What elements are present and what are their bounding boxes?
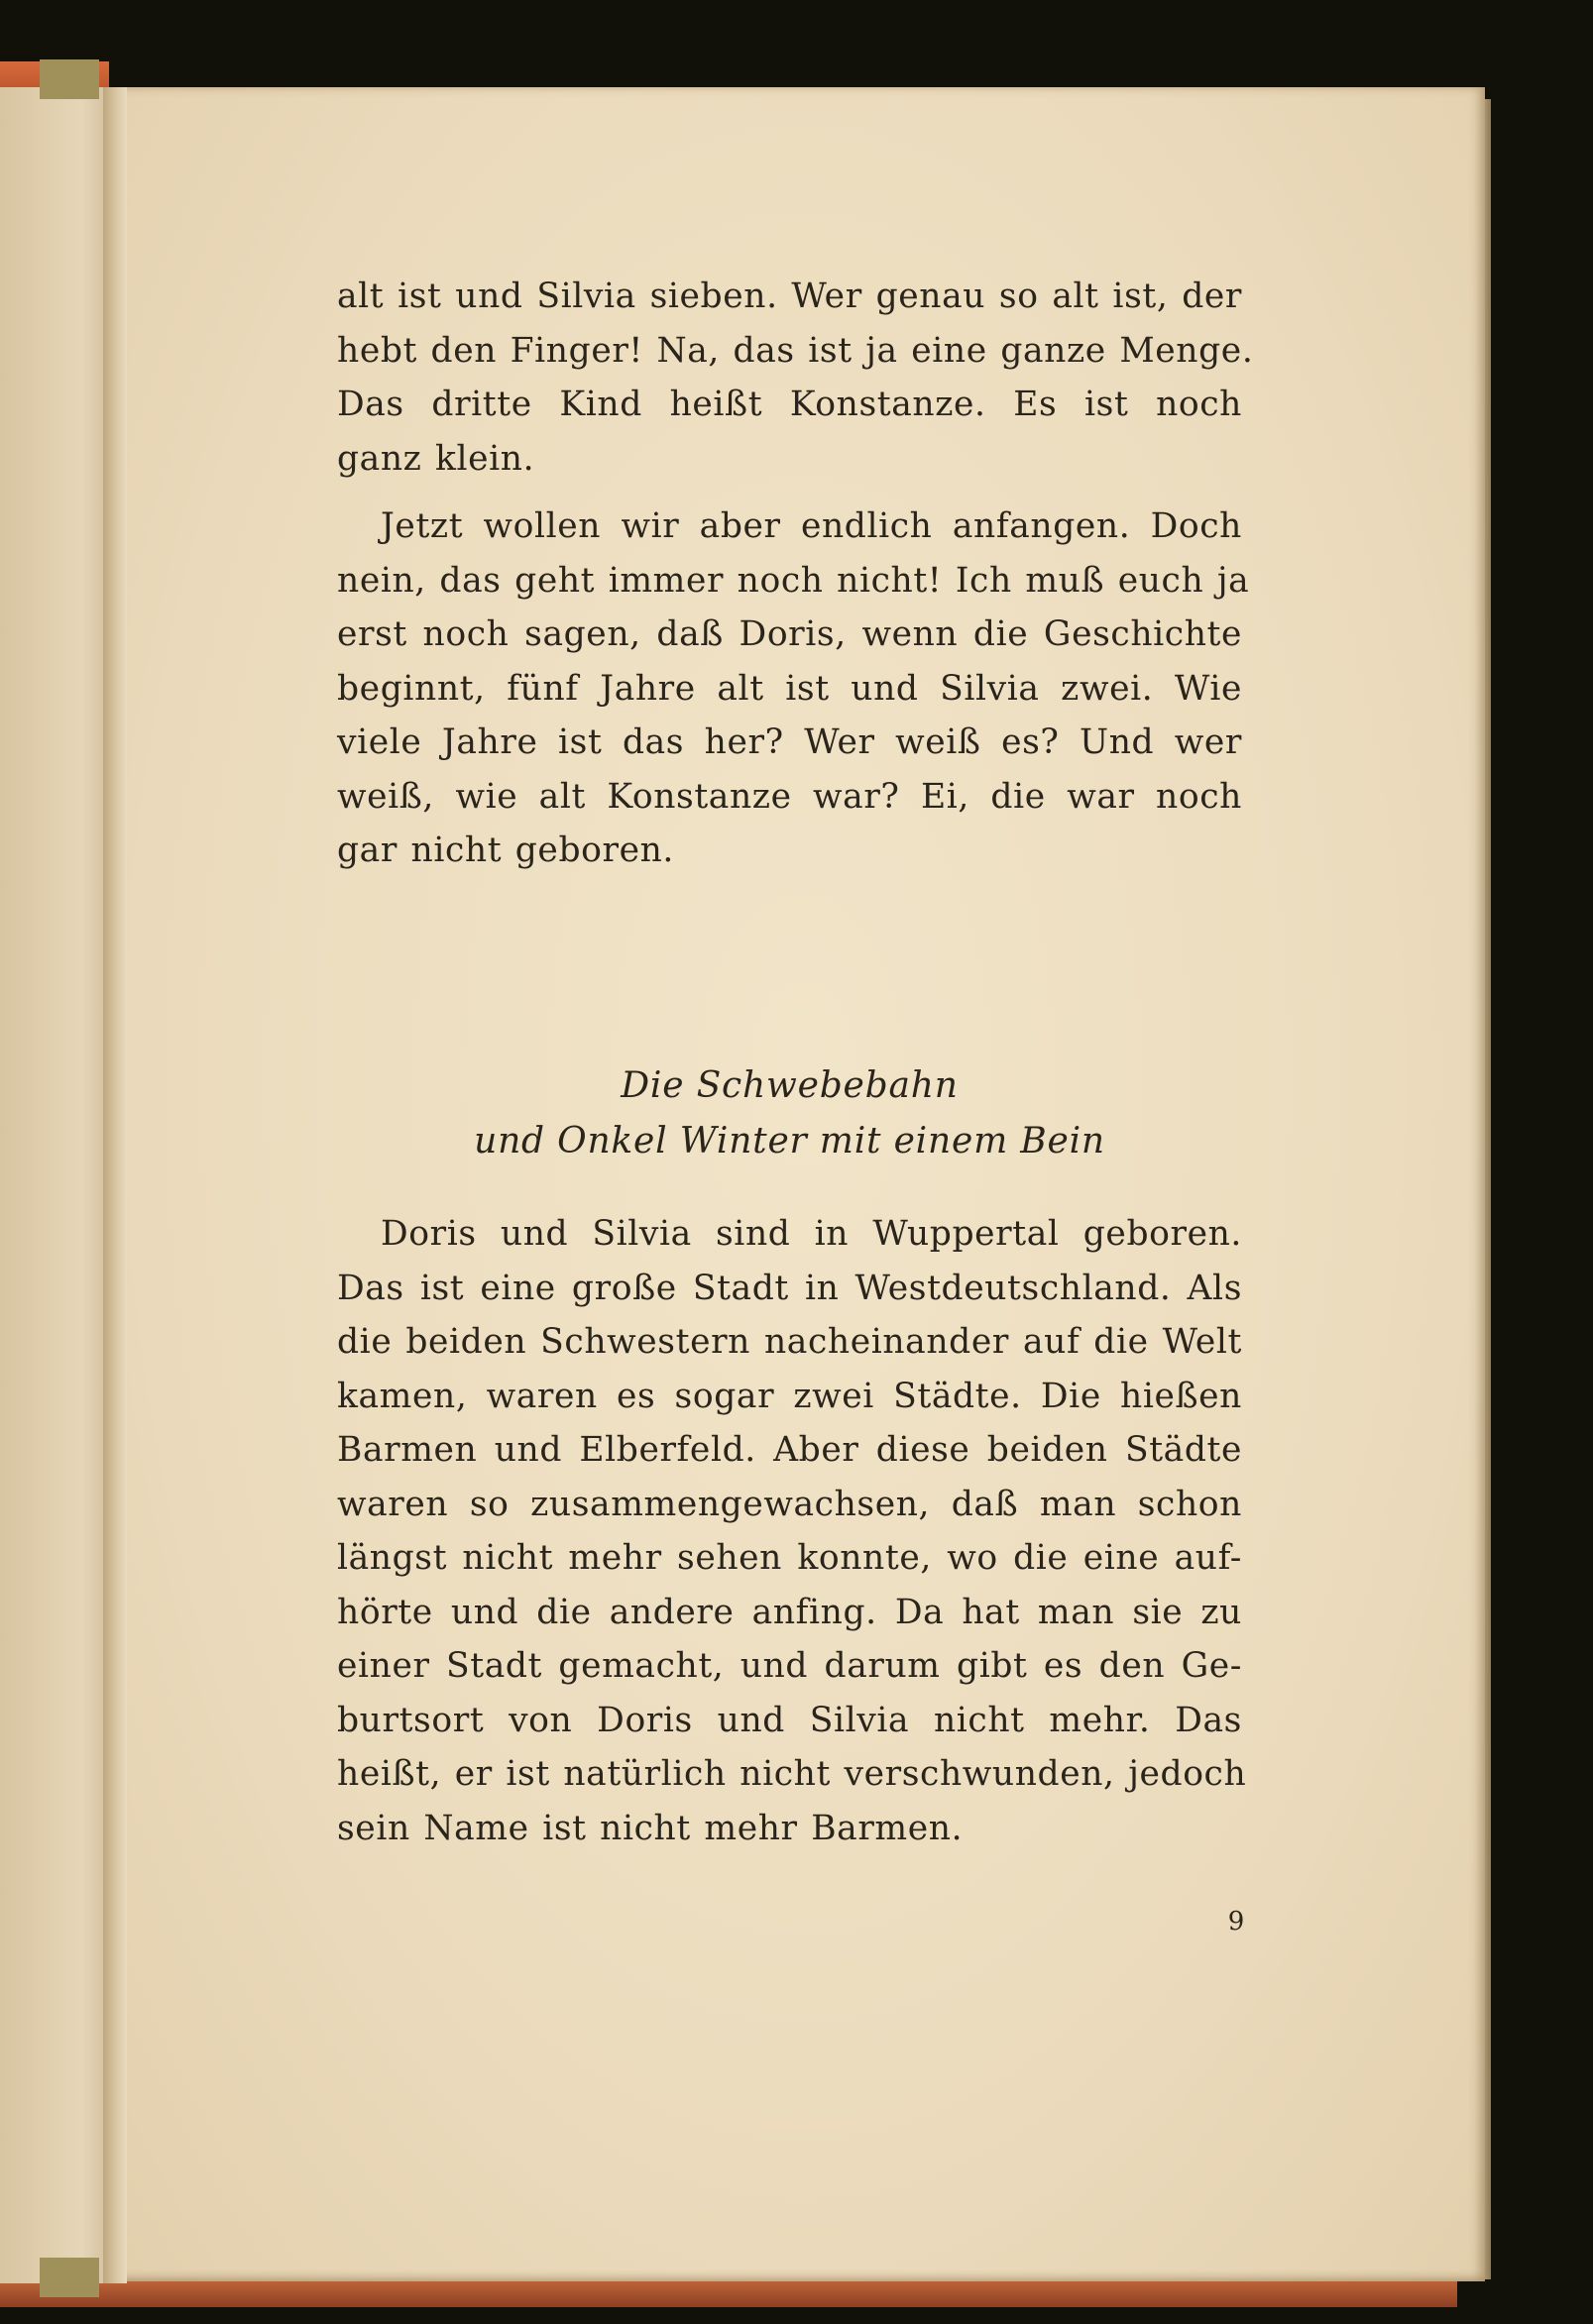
text-line: burtsort von Doris und Silvia nicht mehr. Das — [337, 1700, 1242, 1740]
text-line: gar nicht geboren. — [337, 830, 674, 870]
text-line: Barmen und Elberfeld. Aber diese beiden Städte — [337, 1430, 1242, 1470]
text-line: hebt den Finger! Na, das ist ja eine ganze Menge. — [337, 330, 1254, 371]
text-line: kamen, waren es sogar zwei Städte. Die hießen — [337, 1376, 1242, 1416]
text-line: hörte und die andere anfing. Da hat man sie zu — [337, 1592, 1242, 1632]
binding-tape-top — [40, 59, 99, 99]
text-line: waren so zusammengewachsen, daß man schon — [337, 1484, 1242, 1524]
text-line: Jetzt wollen wir aber endlich anfangen. Doch — [381, 506, 1242, 546]
left-page-edge — [0, 87, 117, 2283]
text-line: längst nicht mehr sehen konnte, wo die eine auf- — [337, 1538, 1242, 1578]
paragraph-gap — [337, 486, 1242, 499]
binding-tape-bottom — [40, 2258, 99, 2297]
text-line: weiß, wie alt Konstanze war? Ei, die war noch — [337, 776, 1242, 817]
book-gutter — [103, 87, 127, 2283]
text-line: Das dritte Kind heißt Konstanze. Es ist noch — [337, 385, 1242, 424]
text-line: Doris und Silvia sind in Wuppertal geboren. — [381, 1214, 1242, 1254]
text-line: ganz klein. — [337, 438, 535, 479]
page-number: 9 — [1227, 1907, 1245, 1937]
text-line: heißt, er ist natürlich nicht verschwunden, jedoch — [337, 1754, 1247, 1794]
text-line: nein, das geht immer noch nicht! Ich muß euch ja — [337, 560, 1250, 601]
book-cover-edge-bottom — [0, 2277, 1457, 2307]
chapter-heading-line-2: und Onkel Winter mit einem Bein — [474, 1121, 1105, 1162]
chapter-heading-line-1: Die Schwebebahn — [621, 1065, 959, 1106]
text-line: die beiden Schwestern nacheinander auf die Welt — [337, 1322, 1242, 1362]
text-line: Das ist eine große Stadt in Westdeutschland. Als — [337, 1268, 1242, 1308]
text-line: alt ist und Silvia sieben. Wer genau so alt ist, der — [337, 277, 1242, 316]
text-block-bottom — [337, 1207, 1247, 1855]
text-line: sein Name ist nicht mehr Barmen. — [337, 1808, 964, 1848]
text-line: viele Jahre ist das her? Wer weiß es? Und wer — [337, 722, 1242, 762]
text-line: erst noch sagen, daß Doris, wenn die Geschichte — [337, 614, 1242, 654]
text-line: beginnt, fünf Jahre alt ist und Silvia zwei. Wie — [337, 668, 1242, 709]
text-block-top — [337, 270, 1254, 878]
text-line: einer Stadt gemacht, und darum gibt es den Ge- — [337, 1646, 1242, 1686]
